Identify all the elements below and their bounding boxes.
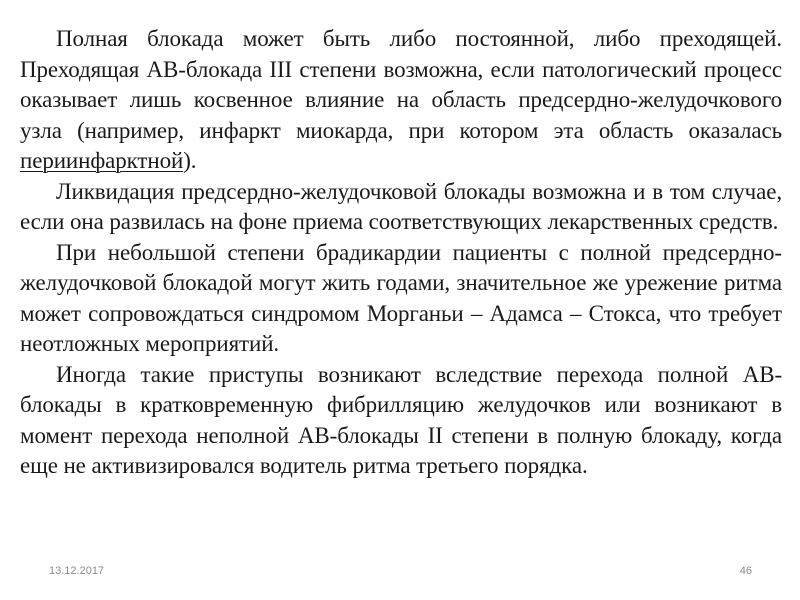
paragraph-block-elimination: Ликвидация предсердно-желудочковой блокады возможна и в том случае, если она развилась на фоне приема соответствующих лекарственных средств. <box>20 178 782 234</box>
paragraph-complete-block <box>20 24 782 177</box>
footer-date: 13.12.2017 <box>49 565 105 577</box>
paragraph-1-tail: ). <box>183 148 197 173</box>
paragraph-1-text: Полная блокада может быть либо постоянной, либо преходящей. Преходящая АВ-блокада III степени возможна, если патологический процесс оказывает лишь косвенное влияние на область предсердно-желудочкового узла (например, инфаркт миокарда, при котором эта область оказалась <box>20 26 782 143</box>
paragraph-bradycardia: При небольшой степени брадикардии пациенты с полной предсердно-желудочковой блокадой могут жить годами, значительное же урежение ритма может сопровождаться синдромом Морганьи – Адамса – Стокса, что требует неотложных мероприятий. <box>20 239 782 356</box>
periinfarct-term-link[interactable]: периинфарктной <box>20 148 184 173</box>
paragraph-attacks: Иногда такие приступы возникают вследствие перехода полной АВ-блокады в кратковременную фибрилляцию желудочков или возникают в момент перехода неполной АВ-блокады II степени в полную блокаду, когда еще не активизировался водитель ритма третьего порядка. <box>20 361 782 478</box>
slide-body <box>20 24 782 482</box>
footer-page-number: 46 <box>739 565 752 577</box>
